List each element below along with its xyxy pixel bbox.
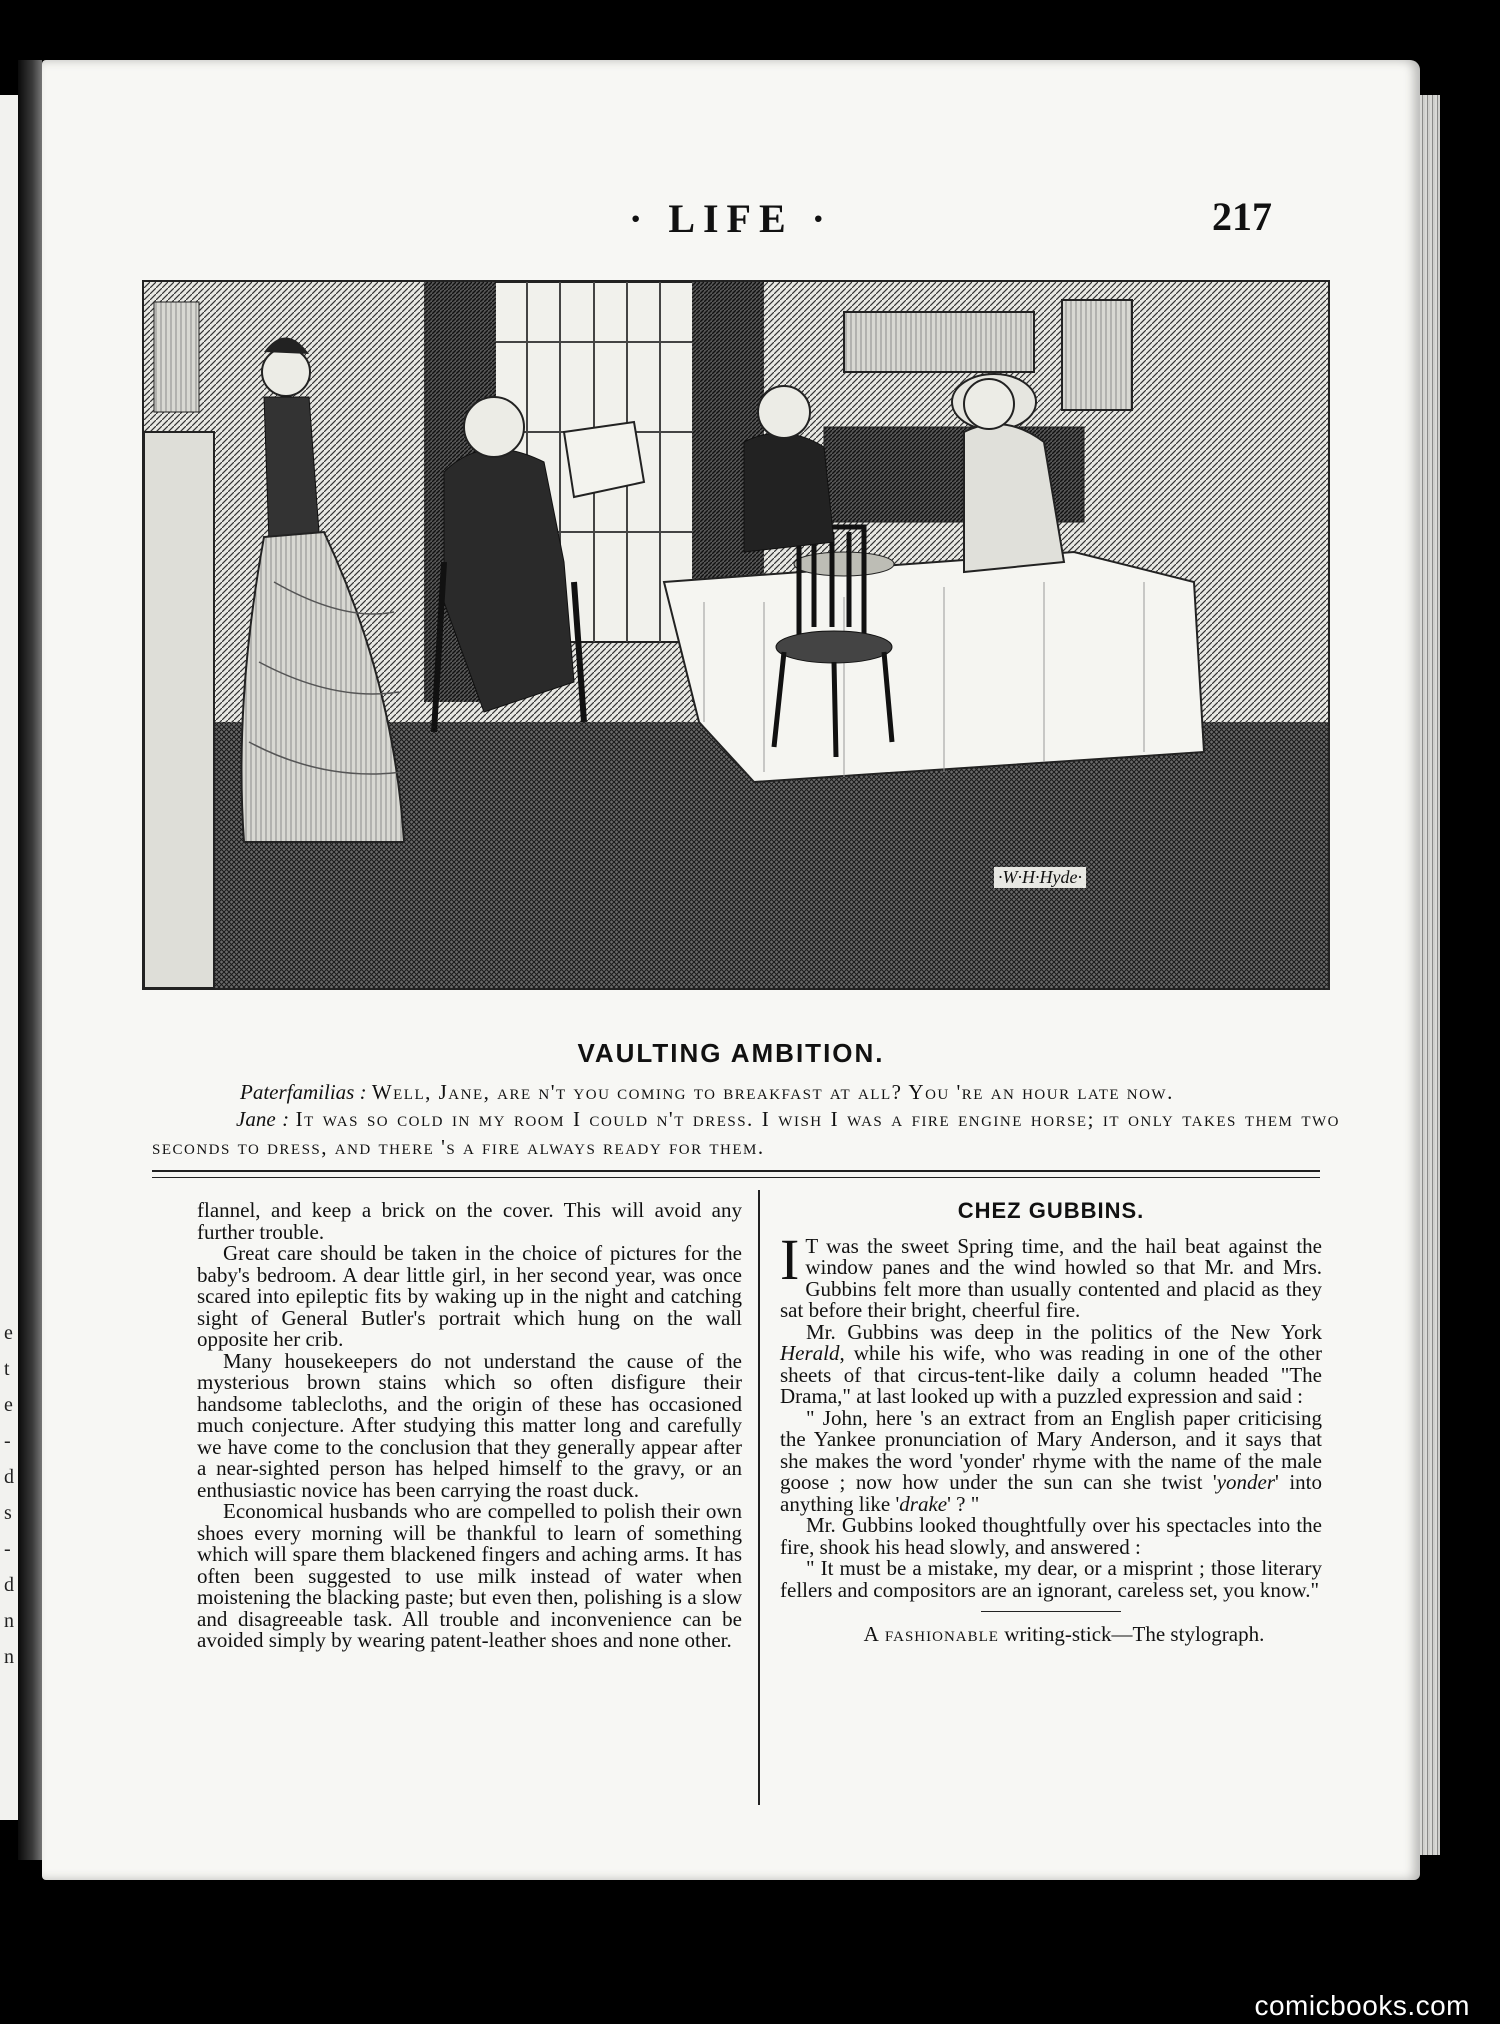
paragraph: Great care should be taken in the choice of pictures for the baby's bedroom. A dear little girl, in her second year, was once scared into epileptic fits by waking up in the night and catching sight of General Butler's portrait which hung on the wall opposite her crib. (197, 1241, 742, 1351)
facing-page (0, 95, 18, 1820)
magazine-page (42, 60, 1420, 1880)
father-head (464, 397, 524, 457)
article-title: CHEZ GUBBINS. (957, 1198, 1145, 1223)
fragment: d (4, 1466, 14, 1488)
wall-picture-landscape (844, 312, 1034, 372)
paragraph-text: T was the sweet Spring time, and the hail beat against the window panes and the wind howled so that Mr. and Mrs. Gubbins felt more than usually contented and placid as they sat before their bright, cheerful fire. (780, 1233, 1322, 1322)
page-number: 217 (1212, 194, 1272, 239)
paragraph: Mr. Gubbins looked thoughtfully over his spectacles into the fire, shook his head slowly, and answered : (780, 1513, 1322, 1559)
masthead-dot-right: · (811, 196, 834, 241)
platter (794, 552, 894, 576)
dialogue-text-2: It was so cold in my room I could n't dress. I wish I was a fire engine horse; it only takes them two seconds to dress, and there 's a fire always ready for them. (152, 1107, 1340, 1159)
paragraph: Many housekeepers do not understand the cause of the mysterious brown stains which so often disfigure their handsome tablecloths, and the origin of these has occasioned much conjecture. After studying this matter long and carefully we have come to the conclusion that they generally appear after a near-sighted person has helped himself to the gravy, or an enthusiastic novice has been carrying the roast duck. (197, 1348, 742, 1502)
paragraph: " It must be a mistake, my dear, or a misprint ; those literary fellers and compositors are an ignorant, careless set, you know." (780, 1556, 1322, 1602)
jane-bodice (264, 397, 319, 542)
wall-picture-portrait (1062, 300, 1132, 410)
breakfast-scene-drawing (144, 282, 1328, 988)
speaker-paterfamilias: Paterfamilias : (240, 1080, 367, 1104)
section-rule-thick (152, 1170, 1320, 1172)
left-column (197, 1200, 742, 1652)
paragraph (780, 1405, 1322, 1516)
facing-page-text-fragments (4, 1315, 18, 1675)
fragment: n (4, 1646, 14, 1668)
filler-joke (780, 1624, 1322, 1646)
paragraph (780, 1319, 1322, 1408)
fireplace-mantel (144, 432, 214, 988)
dialogue-line-2 (152, 1105, 1340, 1161)
dining-chair-seat (776, 631, 892, 663)
dialogue-text-1: Well, Jane, are n't you coming to breakfast at all? You 're an hour late now. (371, 1080, 1174, 1104)
son-head (758, 386, 810, 438)
paragraph-text: ' into anything like ' (780, 1470, 1322, 1516)
fragment: t (4, 1358, 10, 1380)
right-column (780, 1200, 1322, 1646)
mother-head (964, 379, 1014, 429)
binding-gutter (18, 60, 42, 1860)
paragraph-text: Mr. Gubbins was deep in the politics of the New York (806, 1319, 1322, 1344)
breakfast-table-cloth (664, 552, 1204, 782)
cartoon-title: VAULTING AMBITION. (577, 1038, 885, 1068)
filler-text: writing-stick—The stylograph. (998, 1622, 1265, 1646)
drop-cap: I (780, 1226, 800, 1292)
watermark: comicbooks.com (1254, 1990, 1470, 2021)
paragraph: flannel, and keep a brick on the cover. This will avoid any further trouble. (197, 1198, 742, 1244)
paragraph (780, 1226, 1322, 1322)
son-figure (744, 433, 834, 552)
fragment: n (4, 1610, 14, 1632)
column-divider (758, 1190, 760, 1805)
fragment: e (4, 1322, 13, 1344)
paragraph: Economical husbands who are compelled to polish their own shoes every morning will be thankful to learn of something which will spare them blackened fingers and aching arms. It has often been suggested to use milk instead of water when moistening the blacking paste; but even then, polishing is a slow and disagreeable task. All trouble and inconvenience can be avoided simply by wearing patent-leather shoes and none other. (197, 1499, 742, 1652)
short-rule (981, 1611, 1121, 1612)
page-edge (1420, 95, 1440, 1855)
newspaper-name: Herald (780, 1341, 840, 1365)
fragment: d (4, 1574, 14, 1596)
italic-word: drake (899, 1491, 948, 1516)
artist-signature: ·W·H·Hyde· (994, 867, 1086, 888)
wall-picture-left (154, 302, 199, 412)
dialogue-line-1 (152, 1078, 1340, 1106)
filler-small-caps: A fashionable (863, 1622, 999, 1646)
jane-head (262, 348, 310, 396)
italic-word: yonder (1216, 1470, 1276, 1494)
fragment: - (4, 1430, 11, 1452)
fragment: s (4, 1502, 12, 1524)
masthead-title: LIFE (668, 196, 794, 241)
fragment: - (4, 1538, 11, 1560)
section-rule-thin (152, 1177, 1320, 1178)
cartoon-illustration (142, 280, 1330, 990)
masthead-dot-left: · (628, 196, 651, 241)
paragraph-text: , while his wife, who was reading in one of the other sheets of that circus-tent-like daily a column headed "The Drama," at last looked up with a puzzled expression and said : (780, 1341, 1322, 1408)
paragraph-text: " John, here 's an extract from an English paper criticising the Yankee pronunciation of Mary Anderson, and it says that she makes the word 'yonder' rhyme with the name of the male goose ; now how under the sun can she twist ' (780, 1405, 1322, 1494)
fragment: e (4, 1394, 13, 1416)
speaker-jane: Jane : (236, 1107, 290, 1131)
paragraph-text: ' ? " (947, 1491, 980, 1516)
